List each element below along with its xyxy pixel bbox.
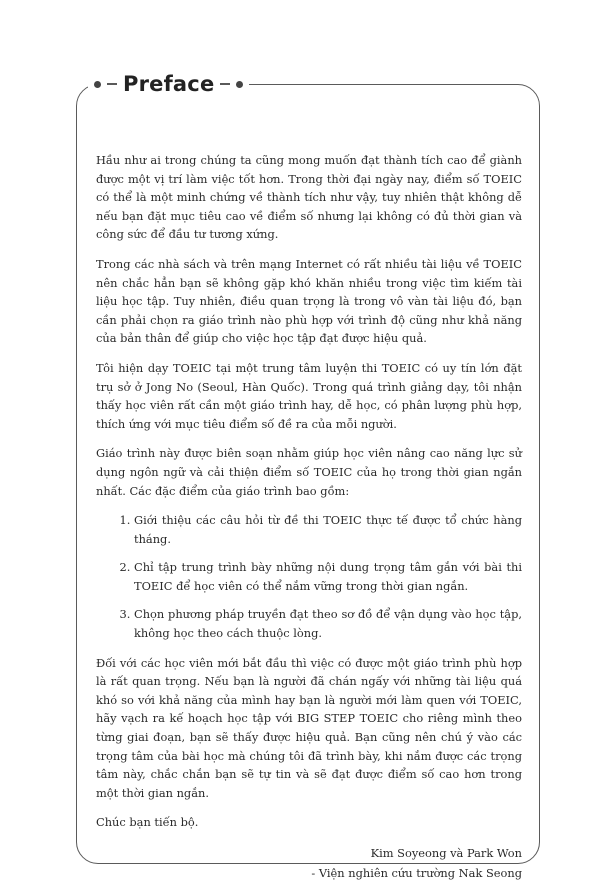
bullet-dot-icon [94, 81, 101, 88]
list-item: 1. Giới thiệu các câu hỏi từ đề thi TOEIC thực tế được tổ chức hàng tháng. [134, 511, 522, 548]
preface-body [96, 151, 522, 883]
list-item: 3. Chọn phương pháp truyền đạt theo sơ đồ để vận dụng vào học tập, không học theo cách thuộc lòng. [134, 605, 522, 642]
signature [96, 843, 522, 883]
paragraph: Hầu như ai trong chúng ta cũng mong muốn đạt thành tích cao để giành được một vị trí làm việc tốt hơn. Trong thời đại ngày nay, điểm số TOEIC có thể là một minh chứng về thành tích như vậy, tuy nhiên thật không dễ nếu bạn đặt mục tiêu cao về điểm số nhưng lại không có đủ thời gian và công sức để đầu tư tương xứng. [96, 153, 522, 242]
paragraph: Trong các nhà sách và trên mạng Internet có rất nhiều tài liệu về TOEIC nên chắc hẳn bạn sẽ không gặp khó khăn nhiều trong việc tìm kiếm tài liệu học tập. Tuy nhiên, điều quan trọng là trong vô vàn tài liệu đó, bạn cần phải chọn ra giáo trình nào phù hợp với trình độ cũng như khả năng của bản thân để giúp cho việc học tập đạt được hiệu quả. [96, 256, 522, 346]
dash-icon [107, 83, 117, 85]
paragraph: Đối với các học viên mới bắt đầu thì việc có được một giáo trình phù hợp là rất quan trọng. Nếu bạn là người đã chán ngấy với những tài liệu quá khó so với khả năng của mình hay bạn là người mới làm quen với TOEIC, hãy vạch ra kế hoạch học tập với BIG STEP TOEIC cho riêng mình theo từng giai đoạn, bạn sẽ thấy được hiệu quả. Bạn cũng nên chú ý vào các trọng tâm của bài học mà chúng tôi đã trình bày, khi nắm được các trọng tâm này, chắc chắn bạn sẽ tự tin và sẽ đạt được điểm số cao hơn trong một thời gian ngắn. [96, 655, 522, 800]
title-bar [88, 66, 249, 102]
signature-authors: Kim Soyeong và Park Won [370, 846, 522, 860]
bullet-dot-icon [236, 81, 243, 88]
signature-affiliation: - Viện nghiên cứu trường Nak Seong [311, 866, 522, 880]
features-list [96, 511, 522, 643]
page-title: Preface [123, 72, 215, 96]
list-item: 2. Chỉ tập trung trình bày những nội dung trọng tâm gắn với bài thi TOEIC để học viên có thể nắm vững trong thời gian ngắn. [134, 558, 522, 595]
paragraph: Giáo trình này được biên soạn nhằm giúp học viên nâng cao năng lực sử dụng ngôn ngữ và cải thiện điểm số TOEIC của họ trong thời gian ngắn nhất. Các đặc điểm của giáo trình bao gồm: [96, 446, 522, 498]
paragraph: Tôi hiện dạy TOEIC tại một trung tâm luyện thi TOEIC có uy tín lớn đặt trụ sở ở Jong No (Seoul, Hàn Quốc). Trong quá trình giảng dạy, tôi nhận thấy học viên rất cần một giáo trình hay, dễ học, có phân lượng phù hợp, thích ứng với mục tiêu điểm số đề ra của mỗi người. [96, 360, 522, 431]
closing-wish: Chúc bạn tiến bộ. [96, 815, 199, 830]
dash-icon [220, 83, 230, 85]
